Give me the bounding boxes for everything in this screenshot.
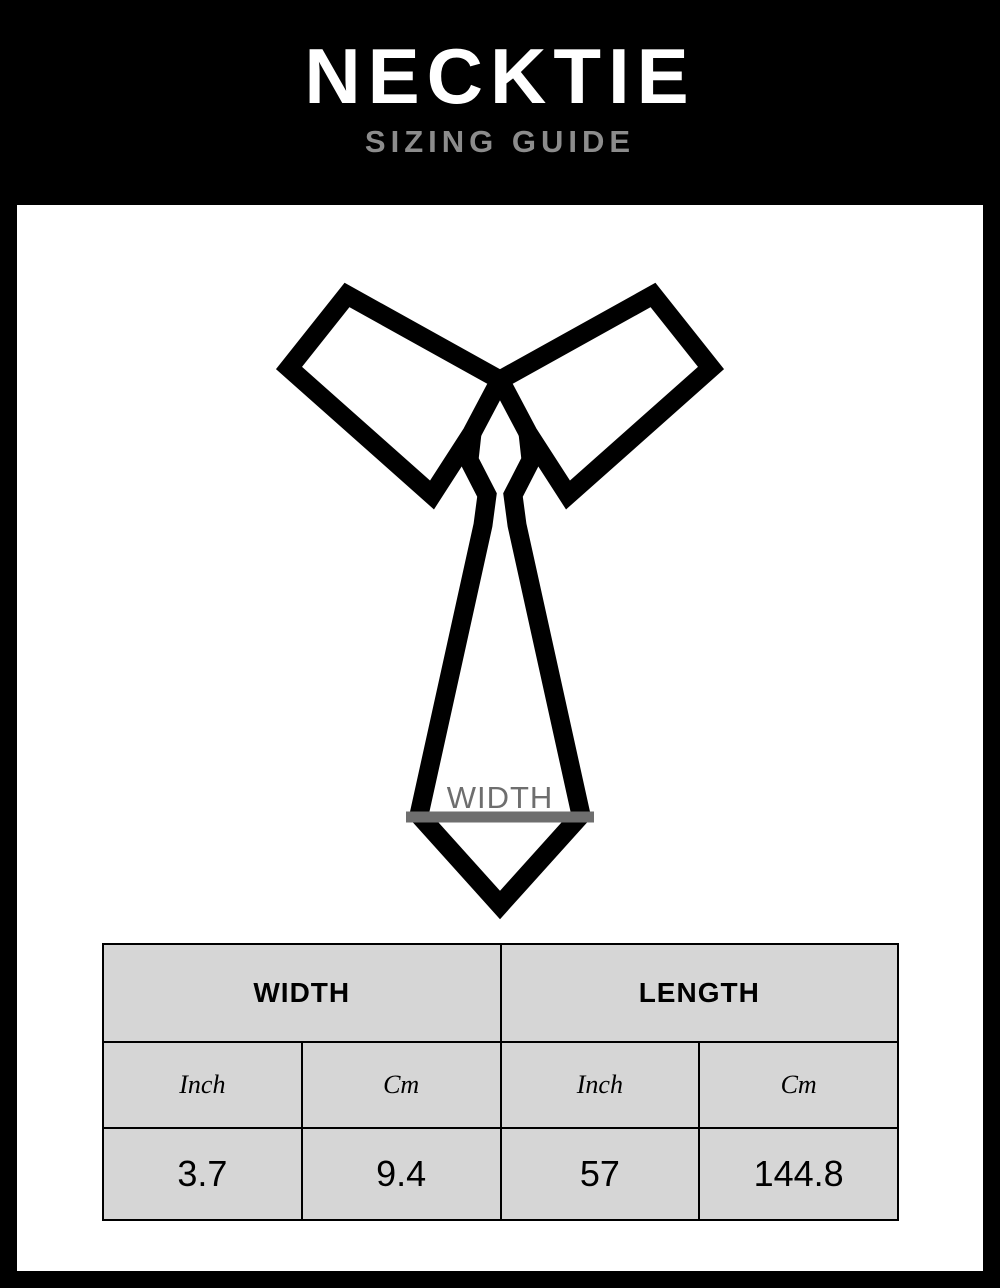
table-unit-width-cm: Cm: [302, 1042, 501, 1128]
table-value-width-inch: 3.7: [103, 1128, 302, 1220]
tie-body-shape: [419, 433, 581, 905]
table-row: [103, 1128, 898, 1220]
table-value-width-cm: 9.4: [302, 1128, 501, 1220]
header: [0, 0, 1000, 205]
content-panel: [17, 205, 983, 1271]
table-row-group-headers: [103, 944, 898, 1042]
table-header-length: LENGTH: [501, 944, 899, 1042]
width-dimension-label: WIDTH: [446, 780, 554, 815]
table-value-length-cm: 144.8: [699, 1128, 898, 1220]
table-header-width: WIDTH: [103, 944, 501, 1042]
page-title: NECKTIE: [304, 32, 696, 120]
necktie-outline-icon: [17, 205, 983, 925]
table-unit-width-inch: Inch: [103, 1042, 302, 1128]
page-subtitle: SIZING GUIDE: [364, 124, 636, 159]
table-unit-length-cm: Cm: [699, 1042, 898, 1128]
table-unit-length-inch: Inch: [501, 1042, 700, 1128]
table-value-length-inch: 57: [501, 1128, 700, 1220]
size-table-wrapper: [102, 943, 899, 1221]
necktie-illustration: [17, 205, 983, 925]
size-table: [102, 943, 899, 1221]
table-row-units: [103, 1042, 898, 1128]
